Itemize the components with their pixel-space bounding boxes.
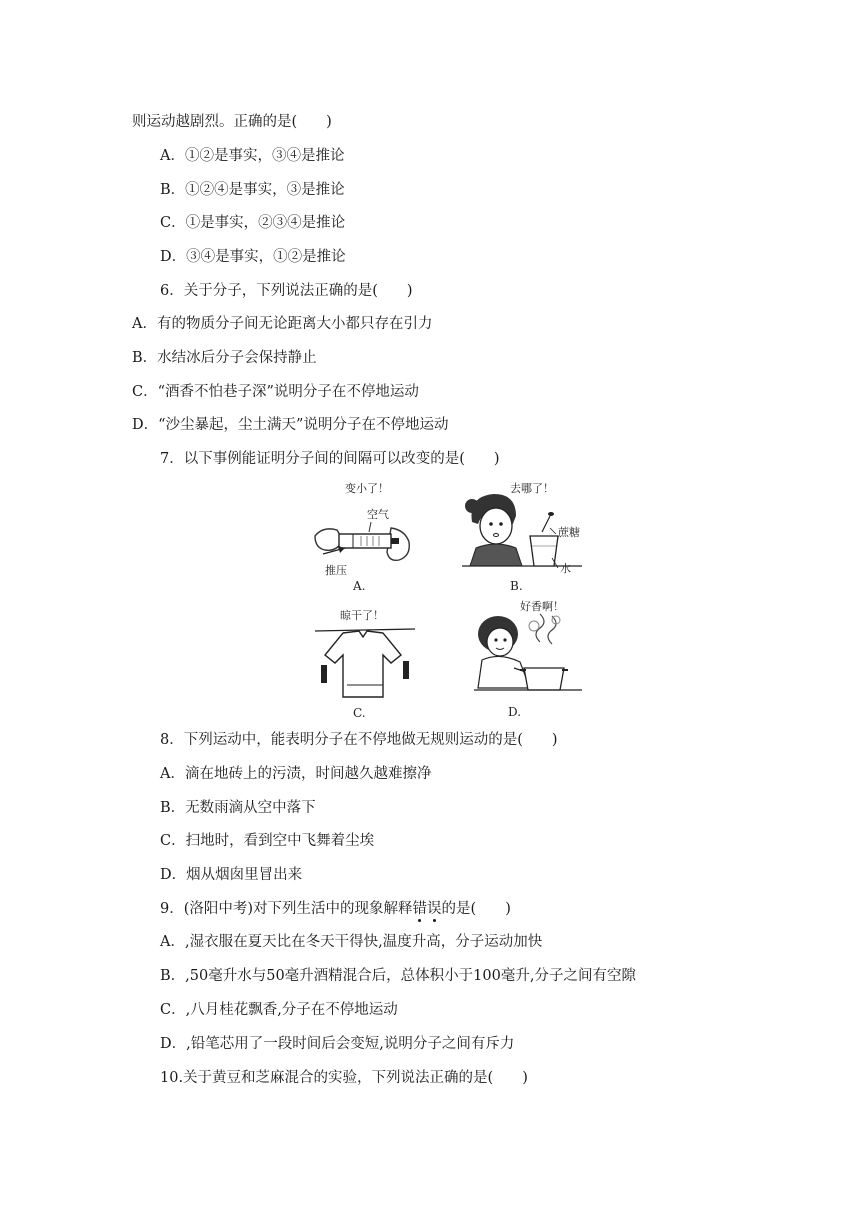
q10-stem: 10.关于黄豆和芝麻混合的实验，下列说法正确的是( ) (160, 1070, 528, 1086)
q5-stem-tail: 则运动越剧烈。正确的是( ) (132, 114, 332, 130)
q9-option-a: A．,湿衣服在夏天比在冬天干得快,温度升高，分子运动加快 (160, 934, 543, 950)
figure-b-caption: B. (510, 579, 523, 593)
figure-b-label-sugar: 蔗糖 (558, 526, 580, 539)
figure-a-label-air: 空气 (367, 508, 389, 521)
q9-option-b: B．,50毫升水与50毫升酒精混合后，总体积小于100毫升,分子之间有空隙 (160, 968, 636, 984)
q9-option-c: C．,八月桂花飘香,分子在不停地运动 (160, 1002, 398, 1018)
q8-option-c: C．扫地时，看到空中飞舞着尘埃 (160, 833, 375, 849)
q9-stem-post: 的是( ) (441, 901, 511, 917)
q6-option-d: D．“沙尘暴起，尘土满天”说明分子在不停地运动 (132, 417, 449, 433)
q6-option-c: C．“酒香不怕巷子深”说明分子在不停地运动 (132, 384, 419, 400)
q8-option-d: D．烟从烟囱里冒出来 (160, 867, 303, 883)
figure-d-cooking (468, 598, 588, 720)
q5-option-c: C．①是事实，②③④是推论 (160, 215, 346, 231)
q5-option-b: B．①②④是事实，③是推论 (160, 182, 345, 198)
syringe-illustration (305, 478, 420, 596)
q7-stem: 7．以下事例能证明分子间的间隔可以改变的是( ) (160, 451, 500, 467)
figure-c-caption: C. (353, 706, 366, 720)
figure-a-caption: A. (353, 579, 366, 593)
q9-stem-emphasis-2: 误 (427, 901, 442, 917)
q6-option-a: A．有的物质分子间无论距离大小都只存在引力 (132, 316, 433, 332)
q9-stem (160, 899, 511, 919)
q8-stem: 8．下列运动中，能表明分子在不停地做无规则运动的是( ) (160, 732, 558, 748)
q8-option-a: A．滴在地砖上的污渍，时间越久越难擦净 (160, 766, 432, 782)
cooking-illustration (468, 598, 588, 720)
figure-d-bubble: 好香啊！ (520, 600, 564, 613)
q5-option-d: D．③④是事实，①②是推论 (160, 249, 346, 265)
figure-b-sugar-water (458, 478, 588, 596)
q6-option-b: B．水结冰后分子会保持静止 (132, 350, 317, 366)
figure-c-drying-shirt (315, 605, 415, 720)
q6-stem: 6．关于分子，下列说法正确的是( ) (160, 283, 413, 299)
figure-b-bubble: 去哪了！ (510, 482, 554, 495)
shirt-illustration (315, 605, 415, 720)
figure-d-caption: D. (508, 705, 522, 719)
girl-cup-illustration (458, 478, 588, 596)
figure-b-label-water: 水 (560, 562, 571, 575)
q9-option-d: D．,铅笔芯用了一段时间后会变短,说明分子之间有斥力 (160, 1036, 515, 1052)
figure-c-bubble: 晾干了！ (340, 609, 384, 622)
q9-stem-pre: 9．(洛阳中考)对下列生活中的现象解释 (160, 901, 413, 917)
figure-a-syringe (305, 478, 420, 596)
figure-a-label-push: 推压 (325, 564, 347, 577)
q8-option-b: B．无数雨滴从空中落下 (160, 800, 316, 816)
q9-stem-emphasis-1: 错 (412, 901, 428, 917)
figure-a-bubble: 变小了！ (345, 482, 389, 495)
q5-option-a: A．①②是事实，③④是推论 (160, 148, 345, 164)
